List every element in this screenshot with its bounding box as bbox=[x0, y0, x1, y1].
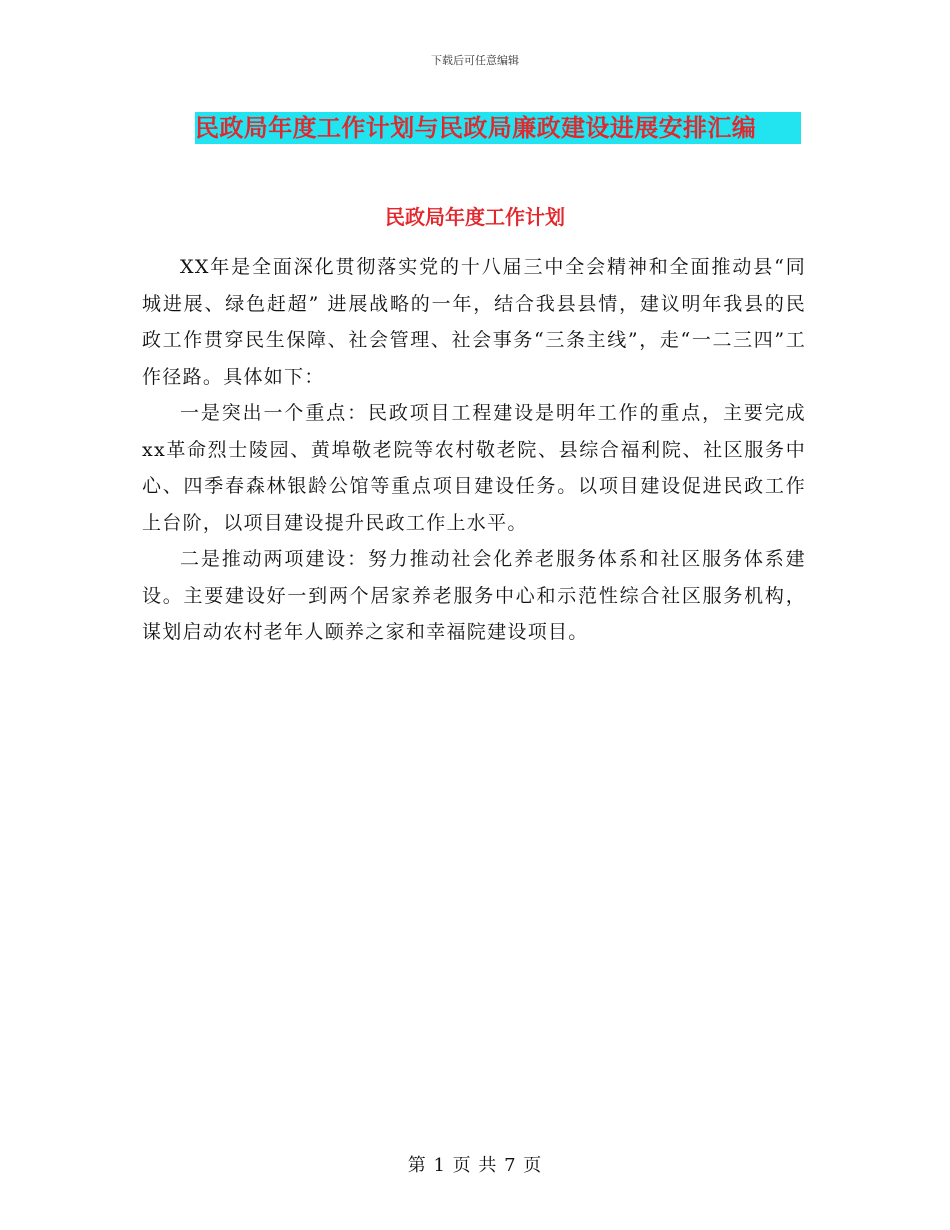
document-title: 民政局年度工作计划与民政局廉政建设进展安排汇编 bbox=[195, 113, 757, 142]
section-title: 民政局年度工作计划 bbox=[385, 205, 565, 229]
document-title-highlight bbox=[195, 112, 801, 144]
page-number-footer: 第 1 页 共 7 页 bbox=[407, 1155, 543, 1176]
document-body bbox=[142, 249, 806, 651]
paragraph: 二是推动两项建设：努力推动社会化养老服务体系和社区服务体系建设。主要建设好一到两个居家养老服务中心和示范性综合社区服务机构，谋划启动农村老年人颐养之家和幸福院建设项目。 bbox=[142, 548, 806, 643]
page-header-note: 下载后可任意编辑 bbox=[431, 54, 519, 67]
paragraph: XX年是全面深化贯彻落实党的十八届三中全会精神和全面推动县“同城进展、绿色赶超” 进展战略的一年，结合我县县情，建议明年我县的民政工作贯穿民生保障、社会管理、社会事务“三条主线”，走“一二三四”工作径路。具体如下： bbox=[142, 256, 806, 388]
paragraph: 一是突出一个重点：民政项目工程建设是明年工作的重点，主要完成xx革命烈士陵园、黄埠敬老院等农村敬老院、县综合福利院、社区服务中心、四季春森林银龄公馆等重点项目建设任务。以项目建设促进民政工作上台阶，以项目建设提升民政工作上水平。 bbox=[142, 402, 806, 534]
